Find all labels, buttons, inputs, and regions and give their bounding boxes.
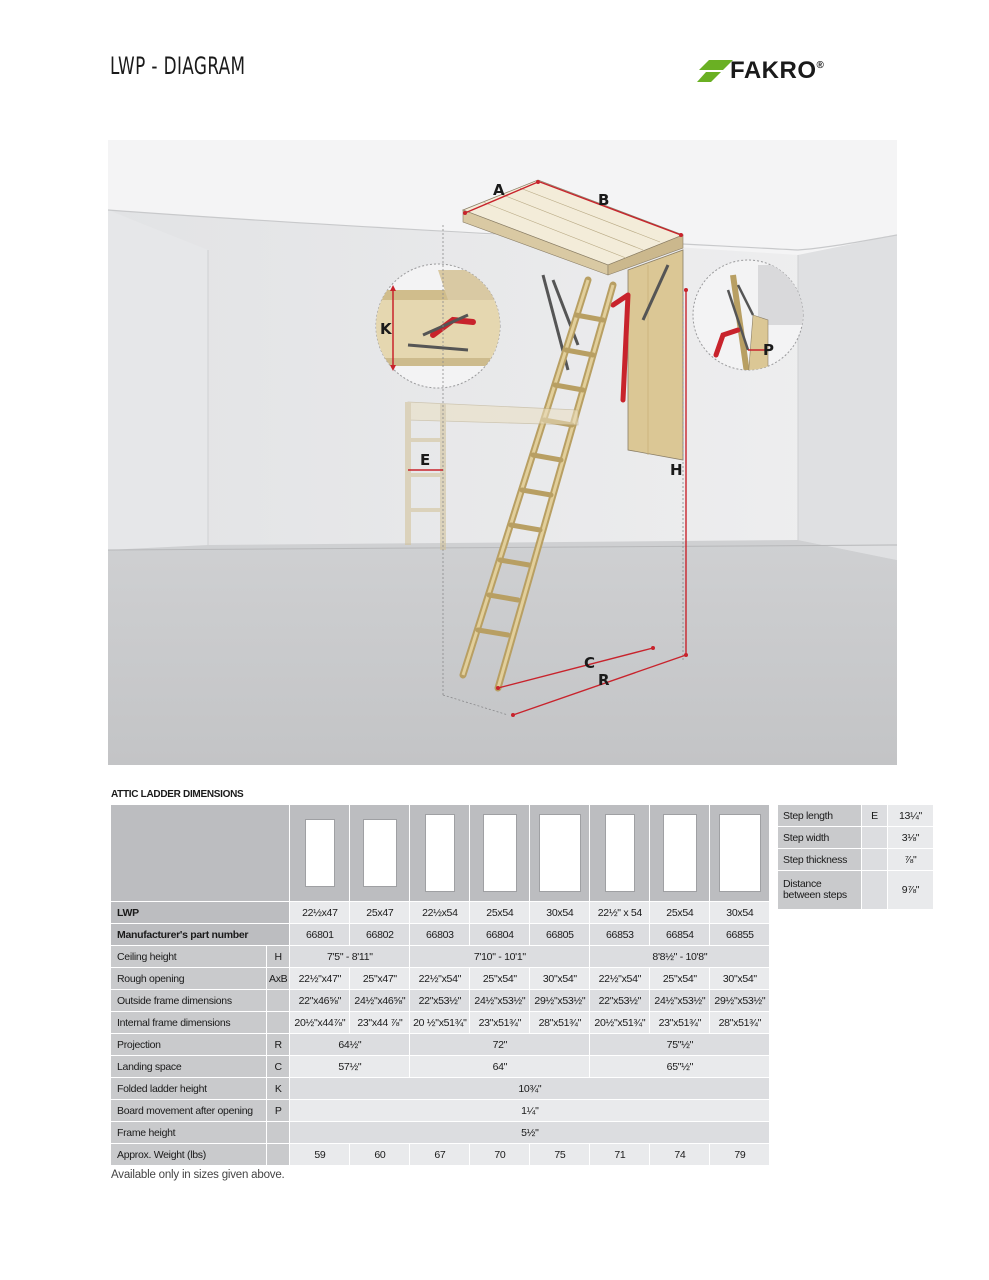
part-number-cell: 66854 xyxy=(650,924,709,945)
spec-value: 70 xyxy=(470,1144,529,1165)
spec-value: 29½"x53½" xyxy=(710,990,769,1011)
spec-symbol xyxy=(267,990,289,1011)
spec-value: 57½" xyxy=(290,1056,409,1077)
spec-label: Landing space xyxy=(111,1056,266,1077)
step-label: Step length xyxy=(778,805,861,826)
spec-value: 5½" xyxy=(290,1122,769,1143)
dim-label-r: R xyxy=(598,671,610,689)
part-number-cell: 66802 xyxy=(350,924,409,945)
spec-value: 20½"x51¾" xyxy=(590,1012,649,1033)
spec-value: 28"x51¾" xyxy=(710,1012,769,1033)
step-label: Step width xyxy=(778,827,861,848)
spec-value: 24½"x53½" xyxy=(470,990,529,1011)
spec-row xyxy=(111,968,769,989)
spec-row xyxy=(111,1056,769,1077)
spec-symbol: K xyxy=(267,1078,289,1099)
spec-symbol: R xyxy=(267,1034,289,1055)
spec-value: 22"x53½" xyxy=(590,990,649,1011)
spec-label: Approx. Weight (lbs) xyxy=(111,1144,266,1165)
spec-row xyxy=(111,946,769,967)
spec-value: 10¾" xyxy=(290,1078,769,1099)
spec-label: Rough opening xyxy=(111,968,266,989)
size-illustration-cell xyxy=(530,805,589,901)
spec-value: 65"½" xyxy=(590,1056,769,1077)
spec-row xyxy=(111,1122,769,1143)
size-illustration-cell xyxy=(410,805,469,901)
dim-label-b: B xyxy=(598,191,610,209)
size-cell: 30x54 xyxy=(530,902,589,923)
size-cell: 22½x47 xyxy=(290,902,349,923)
spec-label: Ceiling height xyxy=(111,946,266,967)
dim-label-h: H xyxy=(670,461,683,479)
spec-value: 72" xyxy=(410,1034,589,1055)
spec-label: Frame height xyxy=(111,1122,266,1143)
step-symbol xyxy=(862,827,887,848)
part-number-cell: 66855 xyxy=(710,924,769,945)
spec-value: 25"x54" xyxy=(650,968,709,989)
spec-row xyxy=(111,1078,769,1099)
step-symbol: E xyxy=(862,805,887,826)
spec-row xyxy=(111,1034,769,1055)
part-number-row xyxy=(111,924,769,945)
size-cell: 22½" x 54 xyxy=(590,902,649,923)
spec-value: 60 xyxy=(350,1144,409,1165)
size-illustration-cell xyxy=(290,805,349,901)
step-row xyxy=(778,805,933,826)
spec-row xyxy=(111,1144,769,1165)
size-cell: 25x47 xyxy=(350,902,409,923)
availability-note: Available only in sizes given above. xyxy=(111,1169,285,1181)
spec-value: 74 xyxy=(650,1144,709,1165)
size-illustration-row xyxy=(111,805,769,901)
spec-value: 25"x54" xyxy=(470,968,529,989)
dimensions-section-title: ATTIC LADDER DIMENSIONS xyxy=(111,789,244,800)
size-illustration-label-cell xyxy=(111,805,289,901)
spec-row xyxy=(111,1100,769,1121)
spec-symbol xyxy=(267,1144,289,1165)
spec-value: 23"x51¾" xyxy=(650,1012,709,1033)
step-value: 3⅛" xyxy=(888,827,933,848)
dim-label-a: A xyxy=(493,181,505,199)
spec-value: 64½" xyxy=(290,1034,409,1055)
spec-label: Outside frame dimensions xyxy=(111,990,266,1011)
spec-value: 7'5" - 8'11" xyxy=(290,946,409,967)
spec-value: 22"x53½" xyxy=(410,990,469,1011)
part-number-cell: 66805 xyxy=(530,924,589,945)
size-illustration-cell xyxy=(650,805,709,901)
spec-value: 71 xyxy=(590,1144,649,1165)
part-number-cell: 66801 xyxy=(290,924,349,945)
brand-logo xyxy=(697,58,857,86)
size-illustration-cell xyxy=(590,805,649,901)
spec-label: Internal frame dimensions xyxy=(111,1012,266,1033)
step-label: Distance between steps xyxy=(778,871,861,909)
spec-value: 75 xyxy=(530,1144,589,1165)
spec-value: 30"x54" xyxy=(710,968,769,989)
spec-value: 67 xyxy=(410,1144,469,1165)
part-number-label: Manufacturer's part number xyxy=(111,924,289,945)
step-symbol xyxy=(862,849,887,870)
dim-label-c: C xyxy=(584,654,596,672)
spec-row xyxy=(111,990,769,1011)
size-cell: 30x54 xyxy=(710,902,769,923)
spec-label: Folded ladder height xyxy=(111,1078,266,1099)
step-row xyxy=(778,827,933,848)
page-title: LWP - DIAGRAM xyxy=(110,52,246,80)
dim-label-e: E xyxy=(420,451,431,469)
step-value: ⅞" xyxy=(888,849,933,870)
size-cell: 25x54 xyxy=(470,902,529,923)
spec-value: 22½"x54" xyxy=(410,968,469,989)
spec-value: 79 xyxy=(710,1144,769,1165)
spec-value: 25"x47" xyxy=(350,968,409,989)
spec-value: 24½"x53½" xyxy=(650,990,709,1011)
spec-value: 59 xyxy=(290,1144,349,1165)
size-cell: 25x54 xyxy=(650,902,709,923)
spec-value: 28"x51¾" xyxy=(530,1012,589,1033)
model-size-row xyxy=(111,902,769,923)
attic-ladder-diagram xyxy=(108,140,897,765)
step-label: Step thickness xyxy=(778,849,861,870)
spec-value: 8'8½" - 10'8" xyxy=(590,946,769,967)
spec-value: 22½"x47" xyxy=(290,968,349,989)
spec-label: Board movement after opening xyxy=(111,1100,266,1121)
fakro-logo-mark-icon xyxy=(697,60,733,82)
spec-symbol xyxy=(267,1012,289,1033)
size-illustration-cell xyxy=(470,805,529,901)
spec-value: 1¼" xyxy=(290,1100,769,1121)
spec-value: 23"x51¾" xyxy=(470,1012,529,1033)
spec-value: 22"x46⅝" xyxy=(290,990,349,1011)
spec-value: 24½"x46⅝" xyxy=(350,990,409,1011)
part-number-cell: 66804 xyxy=(470,924,529,945)
step-dimensions-table xyxy=(777,804,934,910)
spec-value: 75"½" xyxy=(590,1034,769,1055)
size-illustration-cell xyxy=(710,805,769,901)
size-illustration-cell xyxy=(350,805,409,901)
spec-value: 30"x54" xyxy=(530,968,589,989)
spec-value: 29½"x53½" xyxy=(530,990,589,1011)
spec-symbol: H xyxy=(267,946,289,967)
spec-value: 23"x44 ⅞" xyxy=(350,1012,409,1033)
brand-name: FAKRO® xyxy=(730,57,825,84)
spec-value: 20½"x44⅞" xyxy=(290,1012,349,1033)
spec-symbol: AxB xyxy=(267,968,289,989)
spec-symbol: P xyxy=(267,1100,289,1121)
size-cell: 22½x54 xyxy=(410,902,469,923)
spec-value: 7'10" - 10'1" xyxy=(410,946,589,967)
part-number-cell: 66853 xyxy=(590,924,649,945)
spec-value: 64" xyxy=(410,1056,589,1077)
model-label: LWP xyxy=(111,902,289,923)
spec-label: Projection xyxy=(111,1034,266,1055)
step-value: 13¼" xyxy=(888,805,933,826)
part-number-cell: 66803 xyxy=(410,924,469,945)
step-row xyxy=(778,871,933,909)
step-symbol xyxy=(862,871,887,909)
dim-label-p: P xyxy=(763,341,774,359)
dimensions-table xyxy=(110,804,770,1166)
spec-symbol xyxy=(267,1122,289,1143)
spec-symbol: C xyxy=(267,1056,289,1077)
spec-row xyxy=(111,1012,769,1033)
spec-value: 20 ½"x51¾" xyxy=(410,1012,469,1033)
step-value: 9⅞" xyxy=(888,871,933,909)
spec-value: 22½"x54" xyxy=(590,968,649,989)
step-row xyxy=(778,849,933,870)
dim-label-k: K xyxy=(380,320,392,338)
